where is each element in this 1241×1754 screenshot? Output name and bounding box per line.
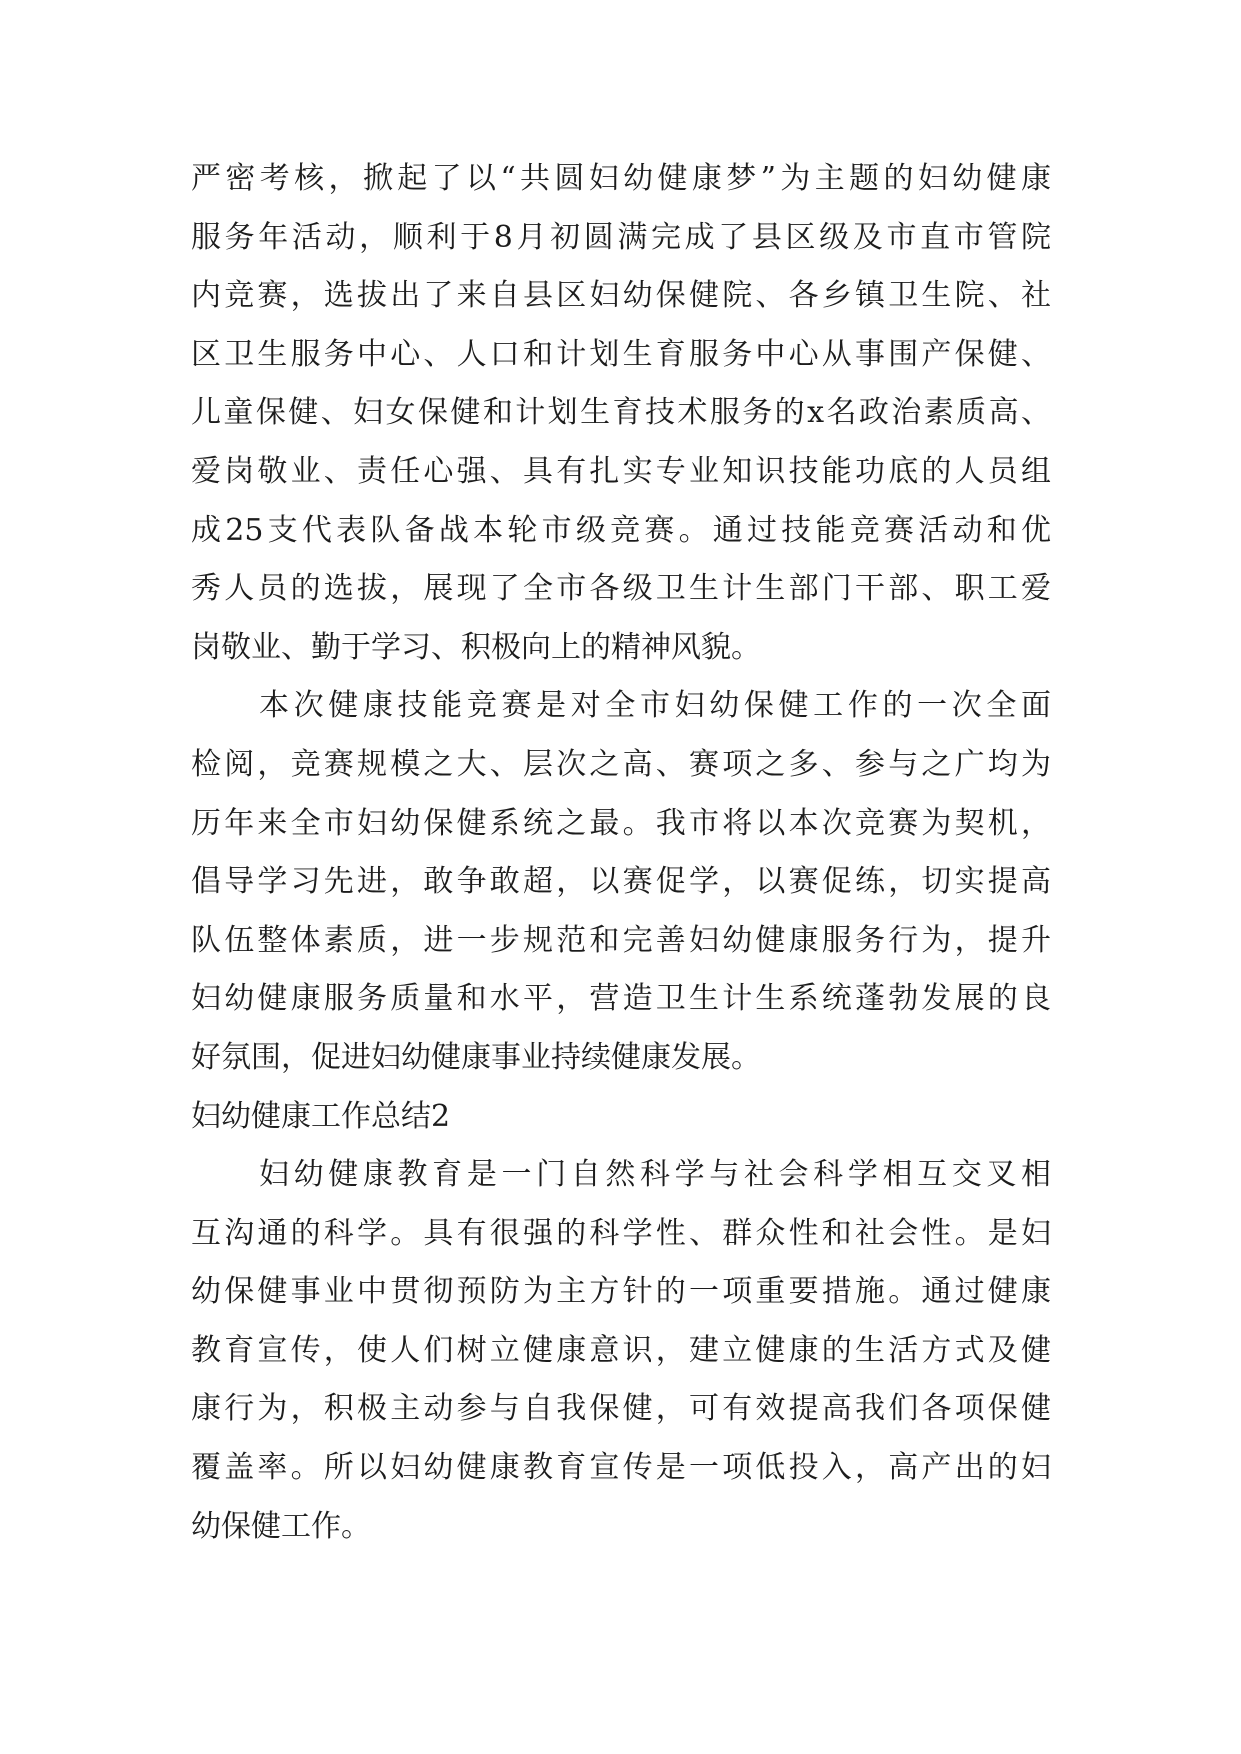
text-line: 内竞赛，选拔出了来自县区妇幼保健院、各乡镇卫生院、社 <box>191 278 1051 314</box>
text-line: 检阅，竞赛规模之大、层次之高、赛项之多、参与之广均为 <box>191 746 1051 782</box>
text-line: 岗敬业、勤于学习、积极向上的精神风貌。 <box>191 629 761 665</box>
text-line: 教育宣传，使人们树立健康意识，建立健康的生活方式及健 <box>191 1332 1051 1368</box>
section-heading: 妇幼健康工作总结2 <box>191 1098 451 1134</box>
text-line: 好氛围，促进妇幼健康事业持续健康发展。 <box>191 1039 761 1075</box>
text-line: 秀人员的选拔，展现了全市各级卫生计生部门干部、职工爱 <box>191 571 1051 607</box>
text-line: 互沟通的科学。具有很强的科学性、群众性和社会性。是妇 <box>191 1215 1051 1251</box>
text-line: 妇幼健康服务质量和水平，营造卫生计生系统蓬勃发展的良 <box>191 981 1051 1017</box>
text-line: 康行为，积极主动参与自我保健，可有效提高我们各项保健 <box>191 1391 1051 1427</box>
text-line: 幼保健事业中贯彻预防为主方针的一项重要措施。通过健康 <box>191 1274 1051 1310</box>
text-line: 队伍整体素质，进一步规范和完善妇幼健康服务行为，提升 <box>191 922 1051 958</box>
paragraph-3 <box>191 1146 1051 1556</box>
text-line: 覆盖率。所以妇幼健康教育宣传是一项低投入，高产出的妇 <box>191 1450 1051 1486</box>
paragraph-1 <box>191 150 1051 677</box>
text-line: 历年来全市妇幼保健系统之最。我市将以本次竞赛为契机， <box>191 805 1051 841</box>
text-line: 服务年活动，顺利于8月初圆满完成了县区级及市直市管院 <box>191 219 1051 255</box>
text-line: 成25支代表队备战本轮市级竞赛。通过技能竞赛活动和优 <box>191 512 1051 548</box>
text-line: 倡导学习先进，敢争敢超，以赛促学，以赛促练，切实提高 <box>191 864 1051 900</box>
text-line: 儿童保健、妇女保健和计划生育技术服务的x名政治素质高、 <box>191 395 1051 431</box>
text-line: 爱岗敬业、责任心强、具有扎实专业知识技能功底的人员组 <box>191 453 1051 489</box>
text-line: 严密考核，掀起了以“共圆妇幼健康梦”为主题的妇幼健康 <box>191 161 1051 196</box>
paragraph-2 <box>191 677 1051 1087</box>
text-line: 区卫生服务中心、人口和计划生育服务中心从事围产保健、 <box>191 336 1051 372</box>
text-line: 幼保健工作。 <box>191 1508 371 1544</box>
text-line: 妇幼健康教育是一门自然科学与社会科学相互交叉相 <box>259 1157 1051 1193</box>
text-line: 本次健康技能竞赛是对全市妇幼保健工作的一次全面 <box>259 688 1051 724</box>
document-body <box>191 150 1051 1556</box>
